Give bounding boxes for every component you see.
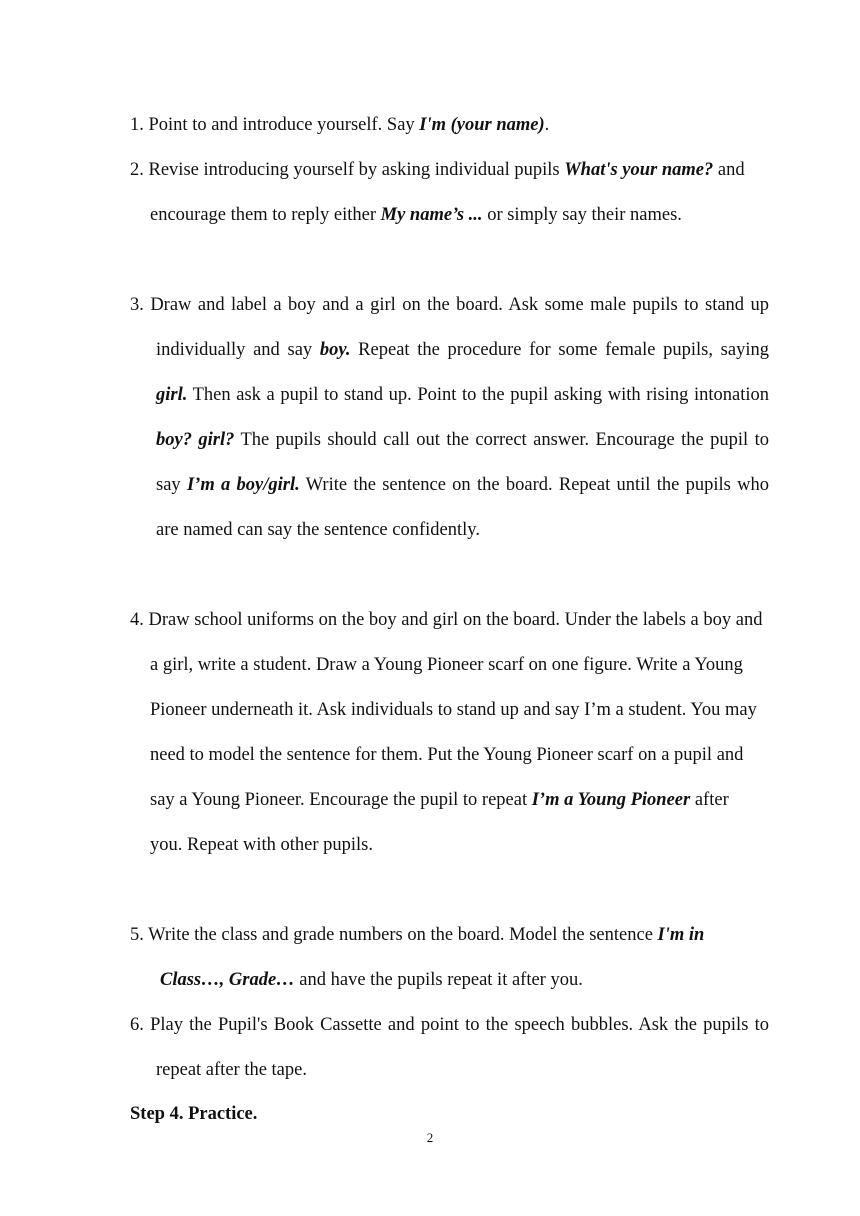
emphasis-text: I'm in Class…, Grade…	[160, 925, 705, 990]
section-heading: Step 4. Practice.	[130, 1104, 258, 1124]
list-item-1: 1. Point to and introduce yourself. Say I'm (your name).	[130, 115, 550, 135]
item-number: 2.	[130, 160, 144, 180]
page-number: 2	[426, 1130, 434, 1145]
emphasis-text: girl.	[156, 385, 188, 405]
item-number: 4.	[130, 610, 144, 630]
item-number: 3.	[130, 295, 144, 315]
item-number: 5.	[130, 925, 144, 945]
list-item-3: 3. Draw and label a boy and a girl on the board. Ask some male pupils to stand up individually and say boy. Repeat the procedure for some female pupils, saying girl. Then ask a pupil to stand up. Point to the pupil asking with rising intonation boy? girl? The pupils should call out the correct answer. Encourage the pupil to say I’m a boy/girl. Write the sentence on the board. Repeat until the pupils who are named can say the sentence confidently.	[130, 295, 769, 540]
emphasis-text: What's your name?	[564, 160, 714, 180]
item-number: 1.	[130, 115, 144, 135]
emphasis-text: boy.	[319, 340, 351, 360]
emphasis-text: I'm (your name)	[419, 115, 545, 135]
emphasis-text: boy? girl?	[156, 430, 235, 450]
emphasis-text: I’m a Young Pioneer	[531, 790, 691, 810]
list-item-5: 5. Write the class and grade numbers on the board. Model the sentence I'm in Class…, Grade… and have the pupils repeat it after you.	[130, 925, 705, 990]
item-number: 6.	[130, 1015, 144, 1035]
list-item-6: 6. Play the Pupil's Book Cassette and point to the speech bubbles. Ask the pupils to repeat after the tape.	[130, 1015, 769, 1080]
list-item-4: 4. Draw school uniforms on the boy and girl on the board. Under the labels a boy and a girl, write a student. Draw a Young Pioneer scarf on one figure. Write a Young Pioneer underneath it. Ask individuals to stand up and say I’m a student. You may need to model the sentence for them. Put the Young Pioneer scarf on a pupil and say a Young Pioneer. Encourage the pupil to repeat I’m a Young Pioneer after you. Repeat with other pupils.	[130, 610, 763, 855]
emphasis-text: My name’s ...	[380, 205, 483, 225]
list-item-2: 2. Revise introducing yourself by asking individual pupils What's your name? and encourage them to reply either My name’s ... or simply say their names.	[130, 160, 745, 225]
emphasis-text: I’m a boy/girl.	[186, 475, 300, 495]
